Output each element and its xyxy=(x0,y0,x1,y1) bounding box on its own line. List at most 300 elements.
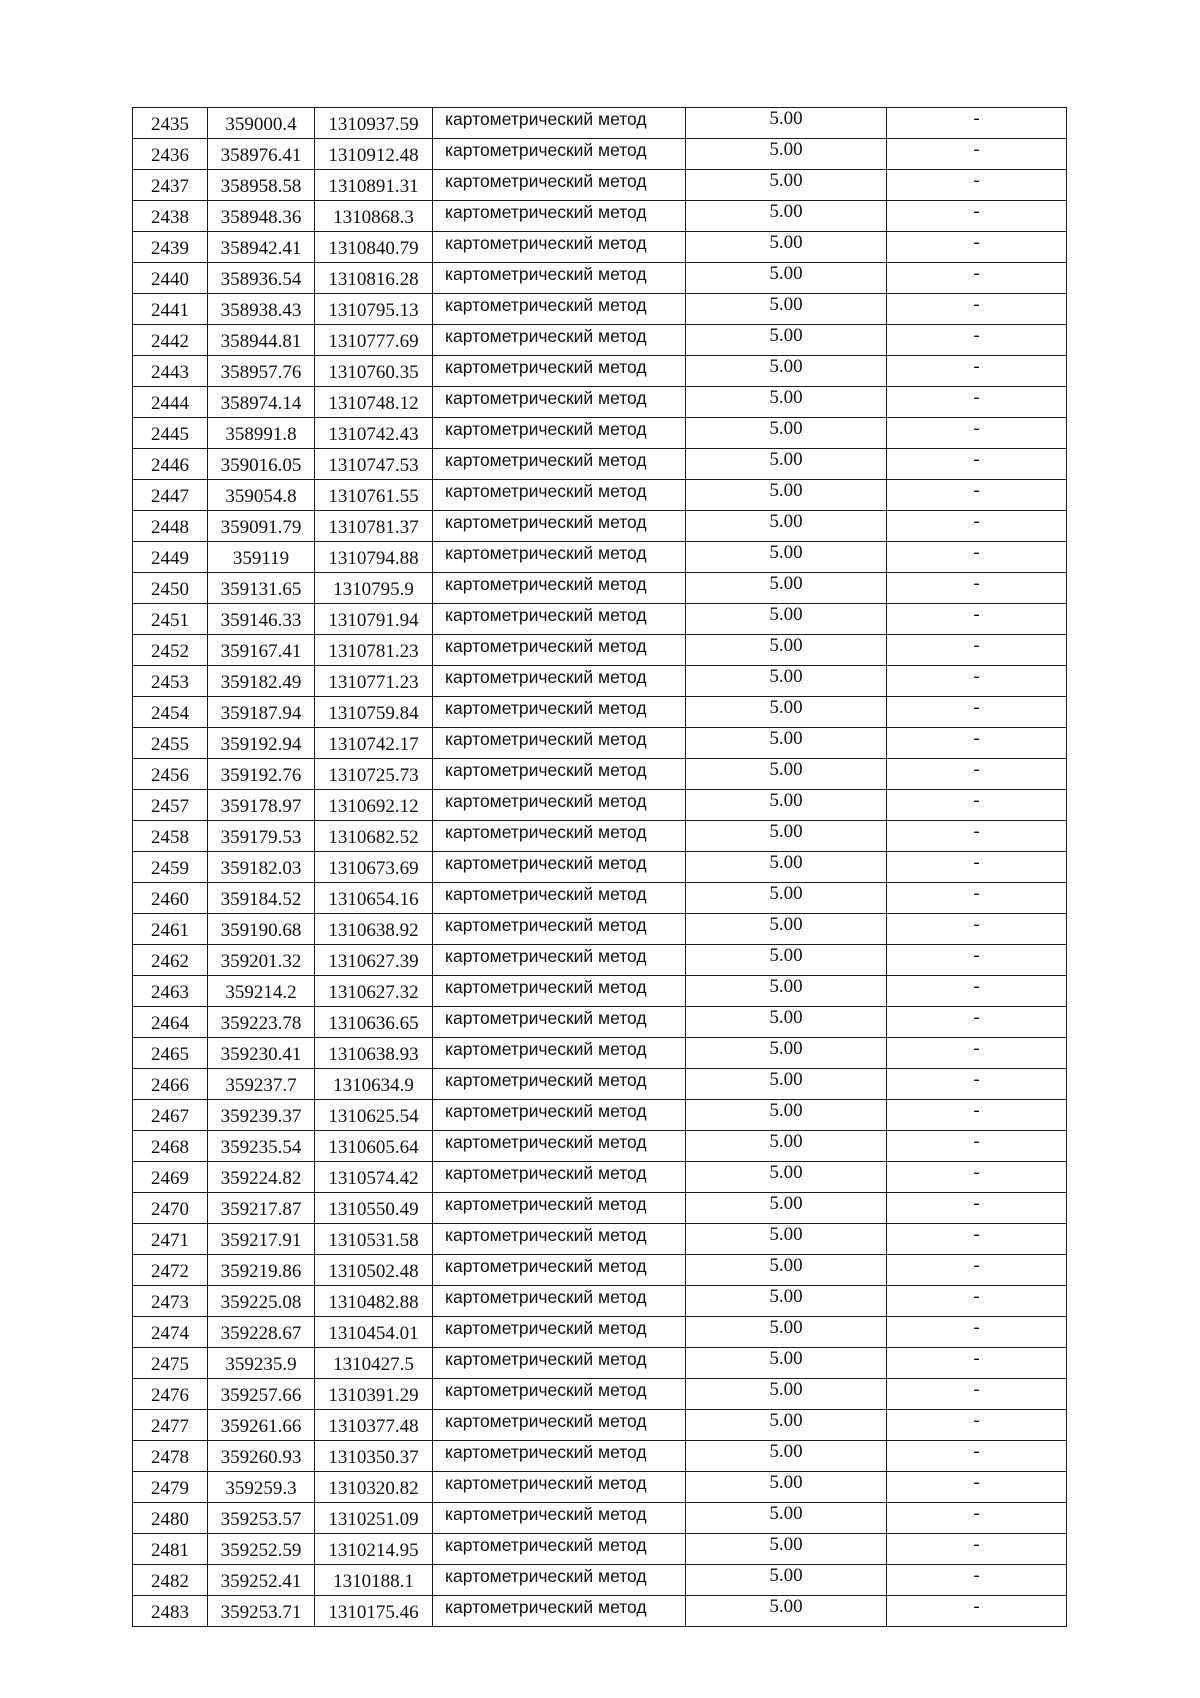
y-coordinate-cell xyxy=(315,883,433,914)
point-number-cell xyxy=(133,387,208,418)
precision-cell xyxy=(686,1286,887,1317)
precision-cell-text: 5.00 xyxy=(769,232,803,253)
x-coordinate-cell-text: 358974.14 xyxy=(220,393,302,414)
x-coordinate-cell-text: 358942.41 xyxy=(220,238,302,259)
x-coordinate-cell xyxy=(208,759,315,790)
y-coordinate-cell-text: 1310937.59 xyxy=(328,114,419,135)
table-row xyxy=(133,666,1067,697)
method-cell-text: картометрический метод xyxy=(445,1318,647,1338)
table-row xyxy=(133,728,1067,759)
method-cell-text: картометрический метод xyxy=(445,1163,647,1183)
table-row xyxy=(133,790,1067,821)
method-cell xyxy=(433,1503,686,1534)
precision-cell-text: 5.00 xyxy=(769,883,803,904)
description-cell-text: - xyxy=(973,883,980,904)
description-cell-text: - xyxy=(973,1317,980,1338)
point-number-cell-text: 2464 xyxy=(151,1013,189,1034)
method-cell xyxy=(433,1286,686,1317)
precision-cell-text: 5.00 xyxy=(769,976,803,997)
x-coordinate-cell-text: 359167.41 xyxy=(220,641,302,662)
y-coordinate-cell-text: 1310791.94 xyxy=(328,610,419,631)
table-row xyxy=(133,139,1067,170)
point-number-cell xyxy=(133,325,208,356)
point-number-cell xyxy=(133,883,208,914)
x-coordinate-cell xyxy=(208,108,315,139)
point-number-cell xyxy=(133,1007,208,1038)
y-coordinate-cell-text: 1310634.9 xyxy=(333,1075,414,1096)
point-number-cell-text: 2474 xyxy=(151,1323,189,1344)
table-row xyxy=(133,387,1067,418)
x-coordinate-cell-text: 359217.87 xyxy=(220,1199,302,1220)
precision-cell-text: 5.00 xyxy=(769,1038,803,1059)
method-cell-text: картометрический метод xyxy=(445,698,647,718)
description-cell-text: - xyxy=(973,1131,980,1152)
x-coordinate-cell xyxy=(208,821,315,852)
description-cell xyxy=(887,294,1067,325)
y-coordinate-cell xyxy=(315,604,433,635)
precision-cell-text: 5.00 xyxy=(769,1379,803,1400)
y-coordinate-cell-text: 1310605.64 xyxy=(328,1137,419,1158)
y-coordinate-cell xyxy=(315,1193,433,1224)
method-cell-text: картометрический метод xyxy=(445,481,647,501)
description-cell xyxy=(887,1007,1067,1038)
x-coordinate-cell-text: 359224.82 xyxy=(220,1168,302,1189)
precision-cell xyxy=(686,1379,887,1410)
description-cell xyxy=(887,511,1067,542)
table-row xyxy=(133,1596,1067,1627)
table-row xyxy=(133,1348,1067,1379)
point-number-cell xyxy=(133,1441,208,1472)
method-cell-text: картометрический метод xyxy=(445,1380,647,1400)
description-cell xyxy=(887,480,1067,511)
description-cell xyxy=(887,976,1067,1007)
method-cell xyxy=(433,945,686,976)
x-coordinate-cell-text: 359252.41 xyxy=(220,1571,302,1592)
table-row xyxy=(133,635,1067,666)
y-coordinate-cell-text: 1310777.69 xyxy=(328,331,419,352)
method-cell xyxy=(433,1038,686,1069)
description-cell-text: - xyxy=(973,294,980,315)
y-coordinate-cell xyxy=(315,790,433,821)
description-cell xyxy=(887,1255,1067,1286)
precision-cell-text: 5.00 xyxy=(769,1410,803,1431)
method-cell xyxy=(433,573,686,604)
method-cell xyxy=(433,1534,686,1565)
point-number-cell xyxy=(133,294,208,325)
method-cell xyxy=(433,914,686,945)
precision-cell xyxy=(686,1069,887,1100)
precision-cell xyxy=(686,759,887,790)
precision-cell-text: 5.00 xyxy=(769,356,803,377)
x-coordinate-cell-text: 359260.93 xyxy=(220,1447,302,1468)
x-coordinate-cell xyxy=(208,1100,315,1131)
point-number-cell xyxy=(133,852,208,883)
point-number-cell-text: 2465 xyxy=(151,1044,189,1065)
table-row xyxy=(133,1410,1067,1441)
y-coordinate-cell-text: 1310638.92 xyxy=(328,920,419,941)
y-coordinate-cell-text: 1310188.1 xyxy=(333,1571,414,1592)
table-row xyxy=(133,604,1067,635)
precision-cell xyxy=(686,201,887,232)
x-coordinate-cell-text: 358991.8 xyxy=(225,424,297,445)
method-cell-text: картометрический метод xyxy=(445,233,647,253)
method-cell-text: картометрический метод xyxy=(445,605,647,625)
precision-cell xyxy=(686,945,887,976)
y-coordinate-cell-text: 1310482.88 xyxy=(328,1292,419,1313)
precision-cell xyxy=(686,821,887,852)
method-cell-text: картометрический метод xyxy=(445,264,647,284)
point-number-cell xyxy=(133,108,208,139)
description-cell-text: - xyxy=(973,728,980,749)
point-number-cell-text: 2445 xyxy=(151,424,189,445)
table-row xyxy=(133,945,1067,976)
x-coordinate-cell-text: 359219.86 xyxy=(220,1261,302,1282)
y-coordinate-cell xyxy=(315,914,433,945)
precision-cell-text: 5.00 xyxy=(769,1069,803,1090)
description-cell-text: - xyxy=(973,1410,980,1431)
point-number-cell-text: 2440 xyxy=(151,269,189,290)
table-row xyxy=(133,511,1067,542)
description-cell-text: - xyxy=(973,1255,980,1276)
x-coordinate-cell-text: 359192.94 xyxy=(220,734,302,755)
x-coordinate-cell xyxy=(208,635,315,666)
method-cell xyxy=(433,1224,686,1255)
point-number-cell xyxy=(133,1255,208,1286)
point-number-cell-text: 2447 xyxy=(151,486,189,507)
method-cell-text: картометрический метод xyxy=(445,326,647,346)
description-cell xyxy=(887,1441,1067,1472)
description-cell-text: - xyxy=(973,1100,980,1121)
y-coordinate-cell xyxy=(315,1379,433,1410)
method-cell xyxy=(433,263,686,294)
precision-cell xyxy=(686,1317,887,1348)
method-cell xyxy=(433,170,686,201)
description-cell xyxy=(887,728,1067,759)
point-number-cell-text: 2455 xyxy=(151,734,189,755)
precision-cell-text: 5.00 xyxy=(769,1348,803,1369)
description-cell xyxy=(887,790,1067,821)
method-cell xyxy=(433,232,686,263)
y-coordinate-cell-text: 1310840.79 xyxy=(328,238,419,259)
x-coordinate-cell xyxy=(208,1410,315,1441)
description-cell xyxy=(887,1286,1067,1317)
y-coordinate-cell-text: 1310214.95 xyxy=(328,1540,419,1561)
method-cell-text: картометрический метод xyxy=(445,1504,647,1524)
method-cell-text: картометрический метод xyxy=(445,512,647,532)
x-coordinate-cell xyxy=(208,1069,315,1100)
y-coordinate-cell xyxy=(315,1565,433,1596)
x-coordinate-cell xyxy=(208,666,315,697)
point-number-cell xyxy=(133,356,208,387)
description-cell-text: - xyxy=(973,232,980,253)
x-coordinate-cell-text: 359000.4 xyxy=(225,114,297,135)
y-coordinate-cell xyxy=(315,1410,433,1441)
description-cell-text: - xyxy=(973,201,980,222)
precision-cell xyxy=(686,1224,887,1255)
description-cell xyxy=(887,263,1067,294)
point-number-cell-text: 2478 xyxy=(151,1447,189,1468)
method-cell-text: картометрический метод xyxy=(445,791,647,811)
coordinates-table xyxy=(132,107,1067,1627)
precision-cell xyxy=(686,790,887,821)
precision-cell-text: 5.00 xyxy=(769,697,803,718)
description-cell xyxy=(887,232,1067,263)
description-cell-text: - xyxy=(973,1565,980,1586)
point-number-cell xyxy=(133,1379,208,1410)
method-cell-text: картометрический метод xyxy=(445,1132,647,1152)
x-coordinate-cell xyxy=(208,1038,315,1069)
method-cell xyxy=(433,542,686,573)
method-cell xyxy=(433,139,686,170)
description-cell-text: - xyxy=(973,1286,980,1307)
y-coordinate-cell xyxy=(315,1224,433,1255)
table-row xyxy=(133,976,1067,1007)
description-cell-text: - xyxy=(973,1379,980,1400)
y-coordinate-cell-text: 1310377.48 xyxy=(328,1416,419,1437)
y-coordinate-cell xyxy=(315,139,433,170)
point-number-cell-text: 2468 xyxy=(151,1137,189,1158)
point-number-cell xyxy=(133,1534,208,1565)
description-cell-text: - xyxy=(973,1193,980,1214)
precision-cell xyxy=(686,914,887,945)
y-coordinate-cell xyxy=(315,418,433,449)
point-number-cell-text: 2463 xyxy=(151,982,189,1003)
table-row xyxy=(133,449,1067,480)
x-coordinate-cell xyxy=(208,263,315,294)
description-cell-text: - xyxy=(973,542,980,563)
point-number-cell xyxy=(133,1410,208,1441)
precision-cell-text: 5.00 xyxy=(769,480,803,501)
x-coordinate-cell-text: 359016.05 xyxy=(220,455,302,476)
method-cell-text: картометрический метод xyxy=(445,419,647,439)
point-number-cell-text: 2435 xyxy=(151,114,189,135)
point-number-cell-text: 2454 xyxy=(151,703,189,724)
point-number-cell xyxy=(133,511,208,542)
precision-cell-text: 5.00 xyxy=(769,635,803,656)
precision-cell xyxy=(686,449,887,480)
method-cell-text: картометрический метод xyxy=(445,1225,647,1245)
method-cell xyxy=(433,1069,686,1100)
point-number-cell-text: 2449 xyxy=(151,548,189,569)
description-cell xyxy=(887,1100,1067,1131)
method-cell-text: картометрический метод xyxy=(445,171,647,191)
description-cell-text: - xyxy=(973,1069,980,1090)
x-coordinate-cell xyxy=(208,852,315,883)
precision-cell-text: 5.00 xyxy=(769,201,803,222)
method-cell xyxy=(433,356,686,387)
precision-cell-text: 5.00 xyxy=(769,1255,803,1276)
description-cell xyxy=(887,387,1067,418)
description-cell xyxy=(887,1193,1067,1224)
method-cell-text: картометрический метод xyxy=(445,543,647,563)
point-number-cell-text: 2467 xyxy=(151,1106,189,1127)
method-cell xyxy=(433,387,686,418)
precision-cell-text: 5.00 xyxy=(769,263,803,284)
point-number-cell xyxy=(133,263,208,294)
precision-cell xyxy=(686,542,887,573)
x-coordinate-cell xyxy=(208,883,315,914)
table-row xyxy=(133,1441,1067,1472)
method-cell-text: картометрический метод xyxy=(445,667,647,687)
point-number-cell xyxy=(133,1224,208,1255)
table-row xyxy=(133,1007,1067,1038)
point-number-cell-text: 2442 xyxy=(151,331,189,352)
y-coordinate-cell xyxy=(315,635,433,666)
description-cell-text: - xyxy=(973,945,980,966)
precision-cell xyxy=(686,480,887,511)
precision-cell xyxy=(686,294,887,325)
precision-cell xyxy=(686,1007,887,1038)
point-number-cell xyxy=(133,821,208,852)
point-number-cell xyxy=(133,1162,208,1193)
precision-cell-text: 5.00 xyxy=(769,1472,803,1493)
x-coordinate-cell-text: 359261.66 xyxy=(220,1416,302,1437)
description-cell xyxy=(887,1596,1067,1627)
point-number-cell-text: 2451 xyxy=(151,610,189,631)
point-number-cell xyxy=(133,1286,208,1317)
x-coordinate-cell-text: 359146.33 xyxy=(220,610,302,631)
method-cell-text: картометрический метод xyxy=(445,357,647,377)
point-number-cell-text: 2459 xyxy=(151,858,189,879)
precision-cell xyxy=(686,1441,887,1472)
point-number-cell-text: 2466 xyxy=(151,1075,189,1096)
table-row xyxy=(133,821,1067,852)
x-coordinate-cell-text: 359187.94 xyxy=(220,703,302,724)
method-cell xyxy=(433,201,686,232)
table-row xyxy=(133,1534,1067,1565)
method-cell xyxy=(433,1162,686,1193)
description-cell-text: - xyxy=(973,1348,980,1369)
table-row xyxy=(133,170,1067,201)
precision-cell-text: 5.00 xyxy=(769,666,803,687)
x-coordinate-cell xyxy=(208,387,315,418)
method-cell-text: картометрический метод xyxy=(445,636,647,656)
x-coordinate-cell-text: 358958.58 xyxy=(220,176,302,197)
point-number-cell-text: 2437 xyxy=(151,176,189,197)
y-coordinate-cell-text: 1310781.23 xyxy=(328,641,419,662)
x-coordinate-cell-text: 358936.54 xyxy=(220,269,302,290)
point-number-cell xyxy=(133,666,208,697)
method-cell xyxy=(433,604,686,635)
point-number-cell-text: 2482 xyxy=(151,1571,189,1592)
method-cell-text: картометрический метод xyxy=(445,295,647,315)
y-coordinate-cell xyxy=(315,976,433,1007)
method-cell xyxy=(433,790,686,821)
y-coordinate-cell xyxy=(315,697,433,728)
y-coordinate-cell-text: 1310454.01 xyxy=(328,1323,419,1344)
table-row xyxy=(133,1100,1067,1131)
description-cell xyxy=(887,852,1067,883)
x-coordinate-cell-text: 359253.71 xyxy=(220,1602,302,1623)
method-cell xyxy=(433,1441,686,1472)
point-number-cell xyxy=(133,1038,208,1069)
precision-cell xyxy=(686,1348,887,1379)
description-cell xyxy=(887,1534,1067,1565)
method-cell xyxy=(433,1193,686,1224)
point-number-cell xyxy=(133,945,208,976)
precision-cell xyxy=(686,325,887,356)
method-cell-text: картометрический метод xyxy=(445,450,647,470)
method-cell xyxy=(433,1565,686,1596)
precision-cell-text: 5.00 xyxy=(769,542,803,563)
y-coordinate-cell xyxy=(315,480,433,511)
x-coordinate-cell xyxy=(208,1565,315,1596)
y-coordinate-cell xyxy=(315,852,433,883)
table-row xyxy=(133,1193,1067,1224)
x-coordinate-cell-text: 359228.67 xyxy=(220,1323,302,1344)
table-row xyxy=(133,480,1067,511)
y-coordinate-cell xyxy=(315,1007,433,1038)
x-coordinate-cell xyxy=(208,1441,315,1472)
y-coordinate-cell xyxy=(315,449,433,480)
point-number-cell xyxy=(133,1131,208,1162)
point-number-cell xyxy=(133,759,208,790)
y-coordinate-cell-text: 1310781.37 xyxy=(328,517,419,538)
precision-cell-text: 5.00 xyxy=(769,852,803,873)
x-coordinate-cell-text: 358948.36 xyxy=(220,207,302,228)
x-coordinate-cell xyxy=(208,1317,315,1348)
table-row xyxy=(133,1565,1067,1596)
point-number-cell-text: 2443 xyxy=(151,362,189,383)
y-coordinate-cell xyxy=(315,108,433,139)
x-coordinate-cell xyxy=(208,790,315,821)
y-coordinate-cell xyxy=(315,294,433,325)
x-coordinate-cell-text: 359225.08 xyxy=(220,1292,302,1313)
x-coordinate-cell xyxy=(208,1131,315,1162)
table-row xyxy=(133,1472,1067,1503)
description-cell-text: - xyxy=(973,976,980,997)
x-coordinate-cell-text: 359201.32 xyxy=(220,951,302,972)
x-coordinate-cell-text: 358957.76 xyxy=(220,362,302,383)
point-number-cell-text: 2460 xyxy=(151,889,189,910)
precision-cell-text: 5.00 xyxy=(769,294,803,315)
point-number-cell xyxy=(133,573,208,604)
point-number-cell xyxy=(133,170,208,201)
method-cell-text: картометрический метод xyxy=(445,1070,647,1090)
method-cell-text: картометрический метод xyxy=(445,1566,647,1586)
description-cell-text: - xyxy=(973,418,980,439)
method-cell-text: картометрический метод xyxy=(445,1442,647,1462)
table-row xyxy=(133,1317,1067,1348)
point-number-cell xyxy=(133,1100,208,1131)
table-row xyxy=(133,1503,1067,1534)
x-coordinate-cell-text: 358938.43 xyxy=(220,300,302,321)
point-number-cell-text: 2446 xyxy=(151,455,189,476)
point-number-cell xyxy=(133,728,208,759)
precision-cell-text: 5.00 xyxy=(769,790,803,811)
point-number-cell-text: 2438 xyxy=(151,207,189,228)
table-row xyxy=(133,263,1067,294)
precision-cell xyxy=(686,1534,887,1565)
precision-cell-text: 5.00 xyxy=(769,573,803,594)
method-cell-text: картометрический метод xyxy=(445,388,647,408)
y-coordinate-cell-text: 1310725.73 xyxy=(328,765,419,786)
x-coordinate-cell-text: 359054.8 xyxy=(225,486,297,507)
y-coordinate-cell-text: 1310574.42 xyxy=(328,1168,419,1189)
method-cell xyxy=(433,1100,686,1131)
point-number-cell xyxy=(133,635,208,666)
precision-cell xyxy=(686,883,887,914)
description-cell-text: - xyxy=(973,697,980,718)
precision-cell xyxy=(686,1472,887,1503)
table-row xyxy=(133,1131,1067,1162)
description-cell-text: - xyxy=(973,480,980,501)
description-cell xyxy=(887,1317,1067,1348)
y-coordinate-cell xyxy=(315,1069,433,1100)
description-cell xyxy=(887,449,1067,480)
x-coordinate-cell xyxy=(208,511,315,542)
precision-cell-text: 5.00 xyxy=(769,1224,803,1245)
